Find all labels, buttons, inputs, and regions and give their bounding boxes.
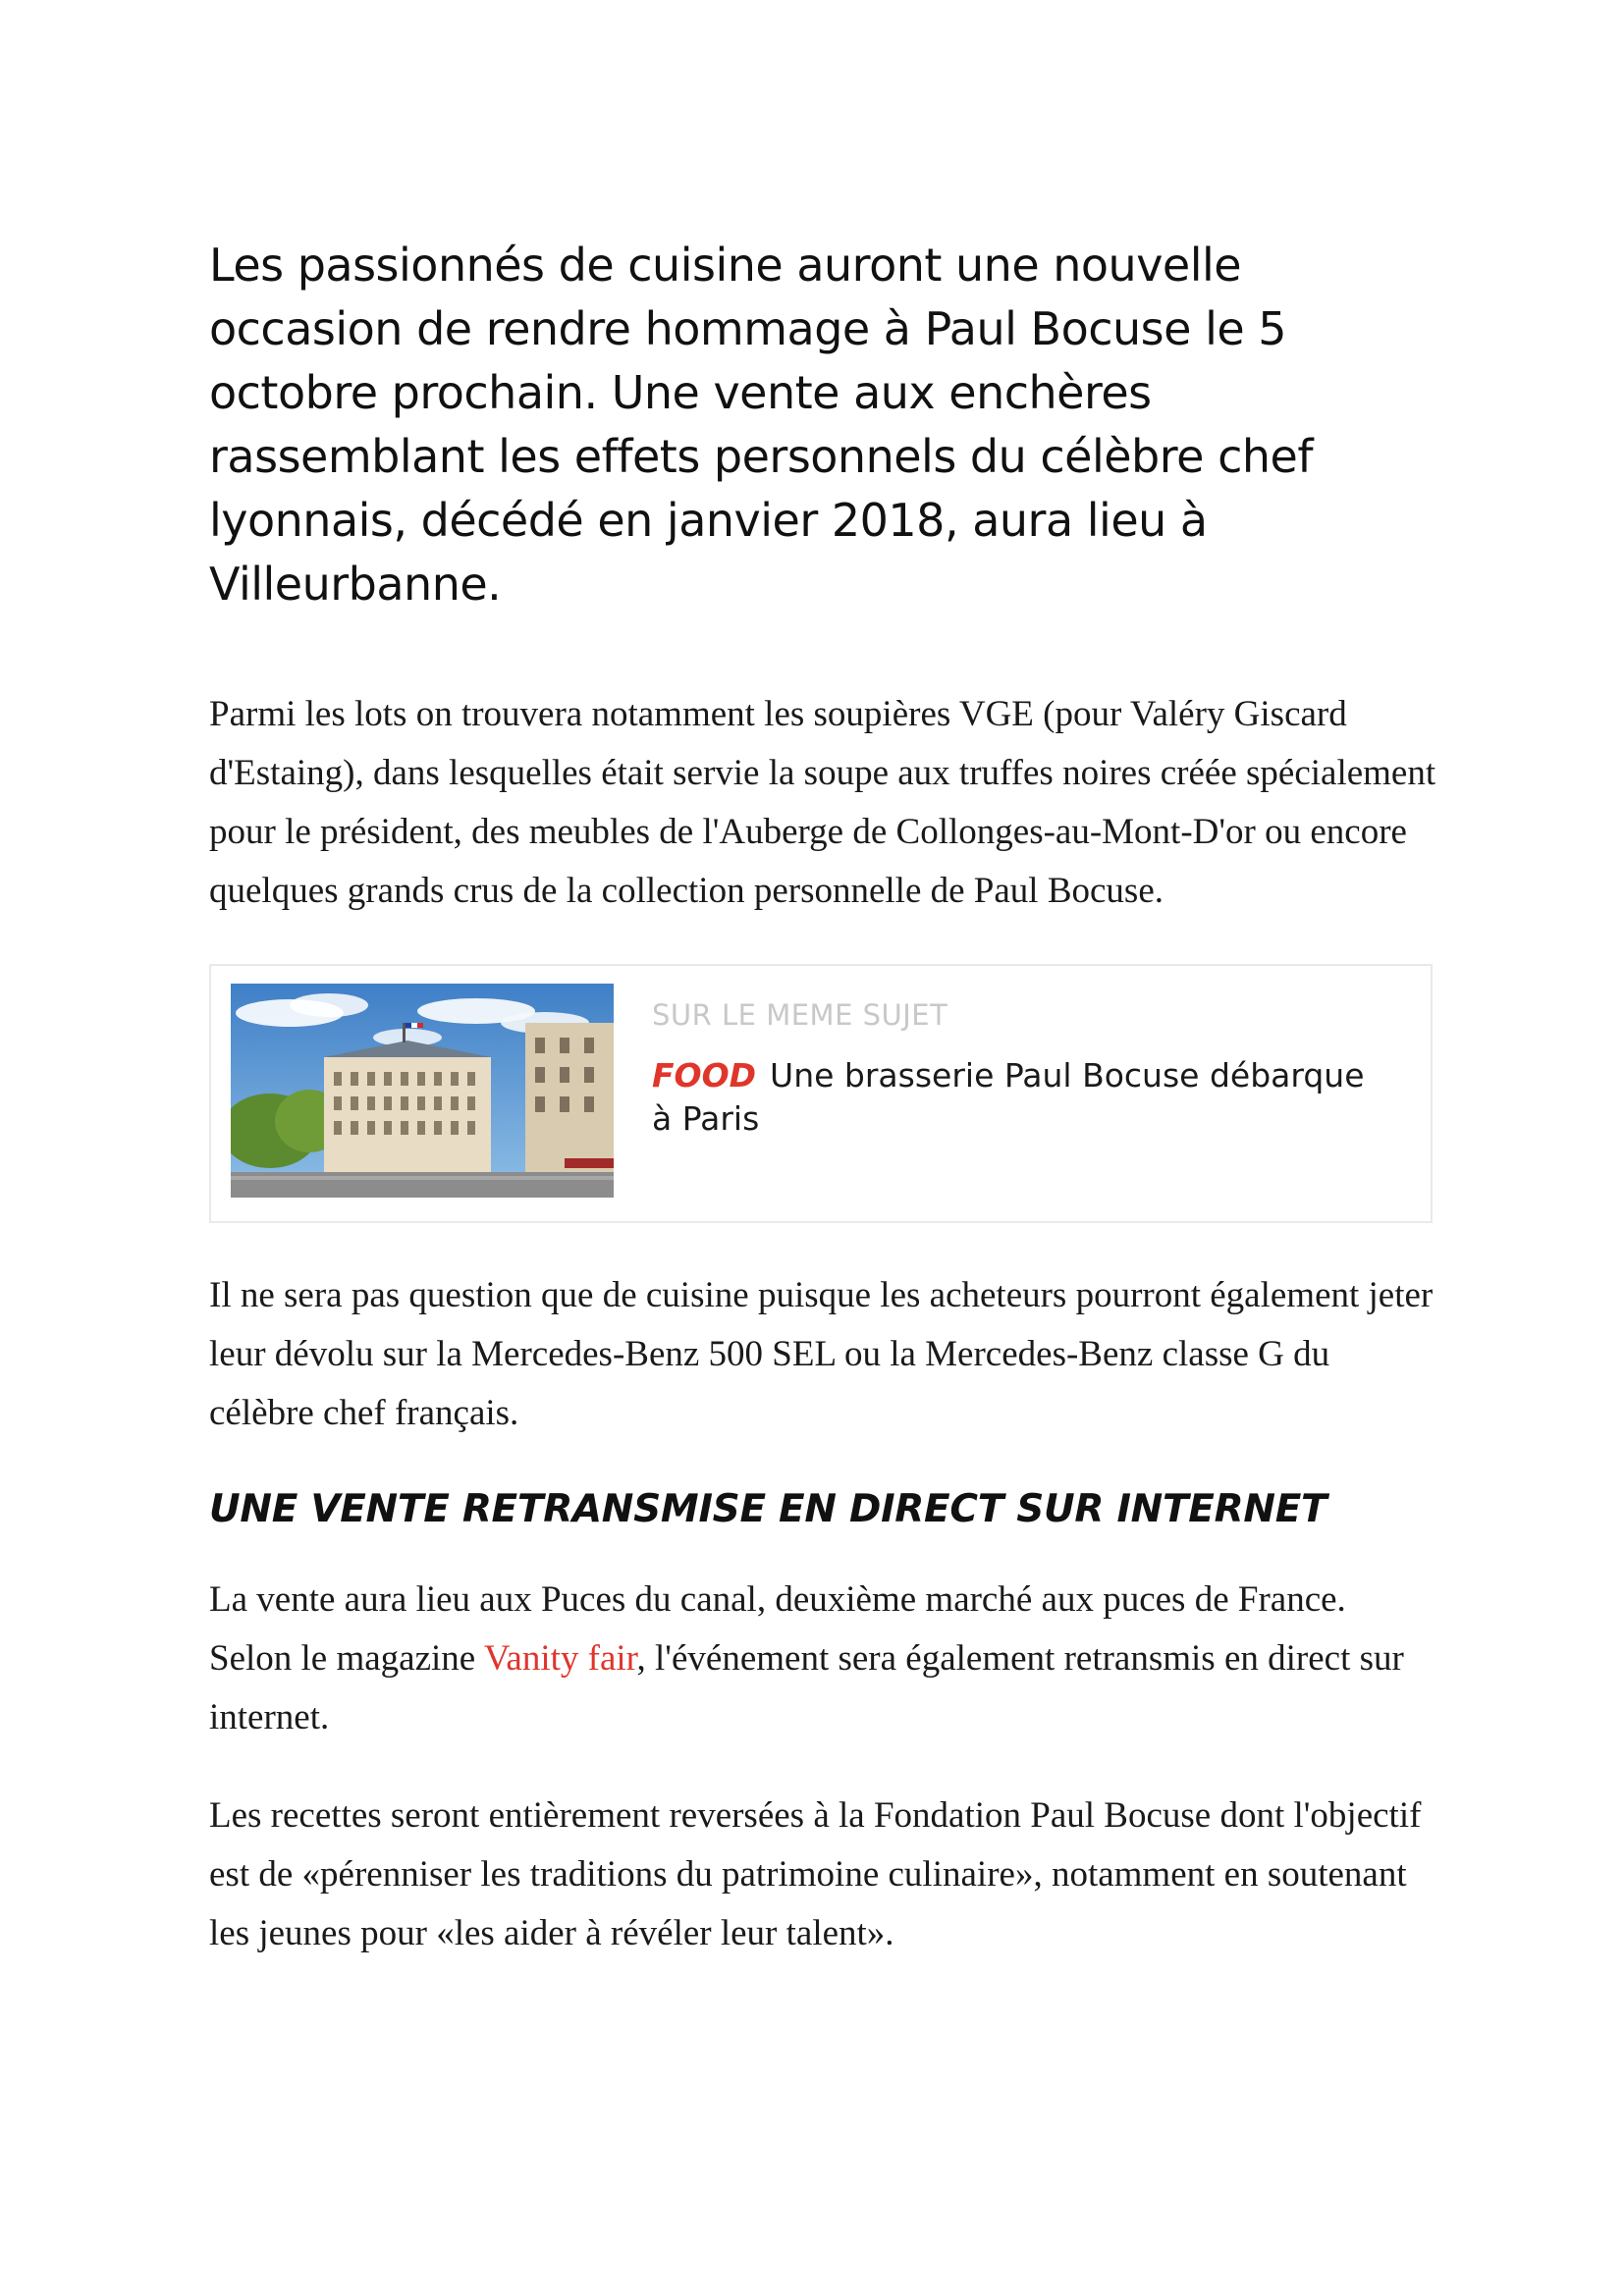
paragraph-foundation: Les recettes seront entièrement reversées à la Fondation Paul Bocuse dont l'objectif est de «pérenniser les traditions du patrimoine culinaire», notamment en soutenant les jeunes pour «les aider à révéler leur talent». xyxy=(209,1795,1422,1953)
article-body xyxy=(209,234,1436,1963)
related-article-card[interactable] xyxy=(209,964,1433,1223)
related-article-image[interactable] xyxy=(231,984,614,1198)
related-kicker: SUR LE MEME SUJET xyxy=(652,998,948,1032)
related-article-title[interactable]: Une brasserie Paul Bocuse débarque à Paris xyxy=(652,1056,1365,1138)
vanity-fair-link[interactable]: Vanity fair xyxy=(483,1638,637,1679)
paragraph-cars: Il ne sera pas question que de cuisine puisque les acheteurs pourront également jeter leur dévolu sur la Mercedes-Benz 500 SEL ou la Mercedes-Benz classe G du célèbre chef français. xyxy=(209,1275,1434,1433)
paragraph-broadcast-text-after: , l'événement sera également retransmis en direct sur internet. xyxy=(209,1638,1404,1737)
paragraph-lots: Parmi les lots on trouvera notamment les soupières VGE (pour Valéry Giscard d'Estaing), dans lesquelles était servie la soupe aux truffes noires créée spécialement pour le président, des meubles de l'Auberge de Collonges-au-Mont-D'or ou encore quelques grands crus de la collection personnelle de Paul Bocuse. xyxy=(209,694,1436,911)
related-category-tag: FOOD xyxy=(652,1056,757,1095)
article-lead: Les passionnés de cuisine auront une nouvelle occasion de rendre hommage à Paul Bocuse le 5 octobre prochain. Une vente aux enchères rassemblant les effets personnels du célèbre chef lyonnais, décédé en janvier 2018, aura lieu à Villeurbanne. xyxy=(209,239,1314,611)
paragraph-broadcast xyxy=(209,1571,1436,1747)
related-article-link[interactable] xyxy=(652,1054,1381,1141)
related-article-text xyxy=(652,997,1381,1141)
section-subheading: UNE VENTE RETRANSMISE EN DIRECT SUR INTERNET xyxy=(209,1487,1327,1531)
paragraph-broadcast-text-before: La vente aura lieu aux Puces du canal, deuxième marché aux puces de France. Selon le magazine xyxy=(209,1579,1346,1679)
